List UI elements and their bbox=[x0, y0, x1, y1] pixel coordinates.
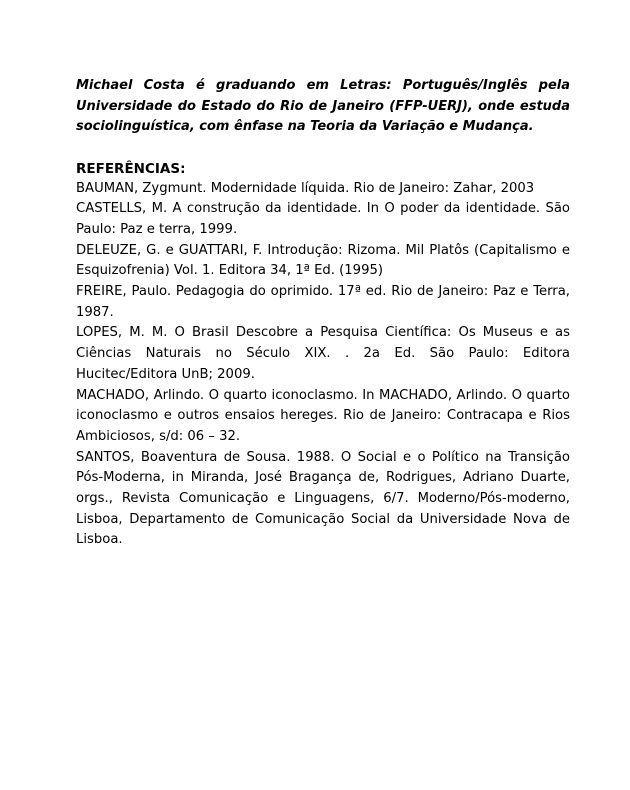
reference-item: DELEUZE, G. e GUATTARI, F. Introdução: Rizoma. Mil Platôs (Capitalismo e Esquizofrenia) Vol. 1. Editora 34, 1ª Ed. (1995) bbox=[76, 242, 570, 279]
reference-item: CASTELLS, M. A construção da identidade. In O poder da identidade. São Paulo: Paz e terra, 1999. bbox=[76, 201, 570, 237]
page-content bbox=[76, 76, 570, 551]
reference-item: BAUMAN, Zygmunt. Modernidade líquida. Rio de Janeiro: Zahar, 2003 bbox=[76, 180, 535, 196]
references-heading: REFERÊNCIAS: bbox=[76, 160, 186, 177]
references-list bbox=[76, 179, 570, 552]
author-bio: Michael Costa é graduando em Letras: Português/Inglês pela Universidade do Estado do Rio de Janeiro (FFP-UERJ), onde estuda sociolinguística, com ênfase na Teoria da Variação e Mudança. bbox=[76, 78, 570, 134]
reference-item: MACHADO, Arlindo. O quarto iconoclasmo. In MACHADO, Arlindo. O quarto iconoclasmo e outros ensaios hereges. Rio de Janeiro: Contracapa e Rios Ambiciosos, s/d: 06 – 32. bbox=[76, 387, 570, 444]
reference-item: FREIRE, Paulo. Pedagogia do oprimido. 17ª ed. Rio de Janeiro: Paz e Terra, 1987. bbox=[76, 284, 570, 320]
reference-item: SANTOS, Boaventura de Sousa. 1988. O Social e o Político na Transição Pós-Moderna, in Miranda, José Bragança de, Rodrigues, Adriano Duarte, orgs., Revista Comunicação e Linguagens, 6/7. Moderno/Pós-moderno, Lisboa, Departamento de Comunicação Social da Universidade Nova de Lisboa. bbox=[76, 449, 570, 548]
reference-item: LOPES, M. M. O Brasil Descobre a Pesquisa Científica: Os Museus e as Ciências Naturais no Século XIX. . 2a Ed. São Paulo: Editora Hucitec/Editora UnB; 2009. bbox=[76, 325, 570, 382]
